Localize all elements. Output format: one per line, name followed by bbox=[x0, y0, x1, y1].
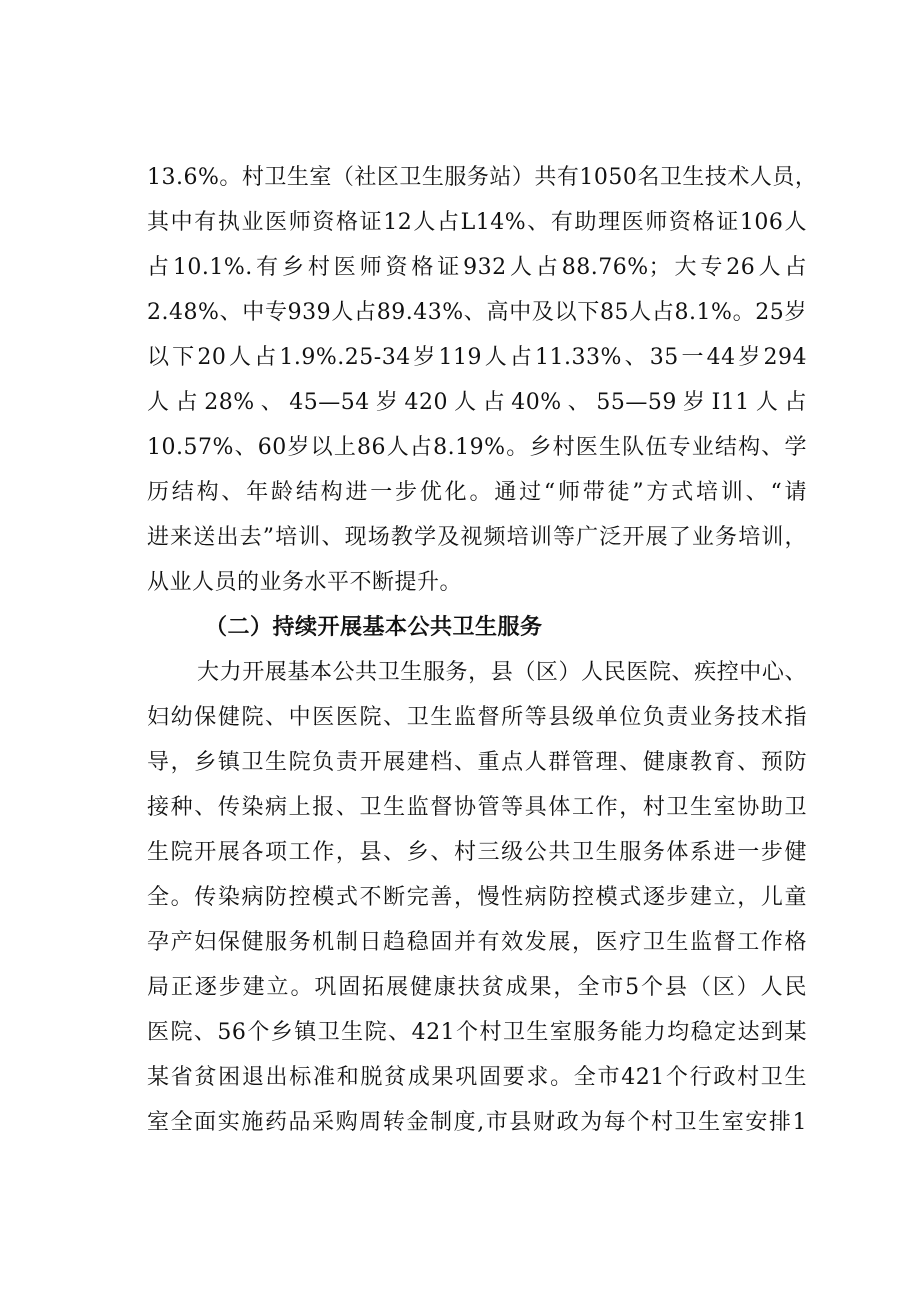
paragraph-line: 接种、传染病上报、卫生监督协管等具体工作，村卫生室协助卫 bbox=[147, 795, 807, 820]
paragraph-line: 10.57%、60岁以上86人占8.19%。乡村医生队伍专业结构、学 bbox=[147, 435, 807, 460]
section-heading: （二）持续开展基本公共卫生服务 bbox=[205, 615, 543, 640]
paragraph-line: 13.6%。村卫生室（社区卫生服务站）共有1050名卫生技术人员， bbox=[147, 165, 818, 190]
paragraph-line: 室全面实施药品采购周转金制度,市县财政为每个村卫生室安排1 bbox=[147, 1110, 807, 1135]
paragraph-line: 历结构、年龄结构进一步优化。通过“师带徒”方式培训、“请 bbox=[147, 480, 807, 505]
paragraph-line: 生院开展各项工作，县、乡、村三级公共卫生服务体系进一步健 bbox=[147, 840, 807, 865]
paragraph-line: 大力开展基本公共卫生服务，县（区）人民医院、疾控中心、 bbox=[197, 660, 807, 685]
paragraph-line: 医院、56个乡镇卫生院、421个村卫生室服务能力均稳定达到某 bbox=[147, 1020, 807, 1045]
paragraph-line: 进来送出去”培训、现场教学及视频培训等广泛开展了业务培训， bbox=[147, 525, 807, 550]
paragraph-line: 以下20人占1.9%.25-34岁119人占11.33%、35一44岁294 bbox=[147, 345, 807, 370]
paragraph-line: 人占28%、45—54岁420人占40%、55—59岁I11人占 bbox=[147, 390, 807, 415]
paragraph-line: 全。传染病防控模式不断完善，慢性病防控模式逐步建立，儿童 bbox=[147, 885, 807, 910]
paragraph-line: 2.48%、中专939人占89.43%、高中及以下85人占8.1%。25岁 bbox=[147, 300, 807, 325]
paragraph-line: 局正逐步建立。巩固拓展健康扶贫成果，全市5个县（区）人民 bbox=[147, 975, 807, 1000]
paragraph-line: 从业人员的业务水平不断提升。 bbox=[147, 570, 463, 595]
paragraph-line: 占10.1%.有乡村医师资格证932人占88.76%；大专26人占 bbox=[147, 255, 807, 280]
paragraph-line: 妇幼保健院、中医医院、卫生监督所等县级单位负责业务技术指 bbox=[147, 705, 807, 730]
paragraph-line: 孕产妇保健服务机制日趋稳固并有效发展，医疗卫生监督工作格 bbox=[147, 930, 807, 955]
paragraph-line: 某省贫困退出标准和脱贫成果巩固要求。全市421个行政村卫生 bbox=[147, 1065, 807, 1090]
paragraph-line: 其中有执业医师资格证12人占L14%、有助理医师资格证106人 bbox=[147, 210, 807, 235]
paragraph-line: 导，乡镇卫生院负责开展建档、重点人群管理、健康教育、预防 bbox=[147, 750, 807, 775]
